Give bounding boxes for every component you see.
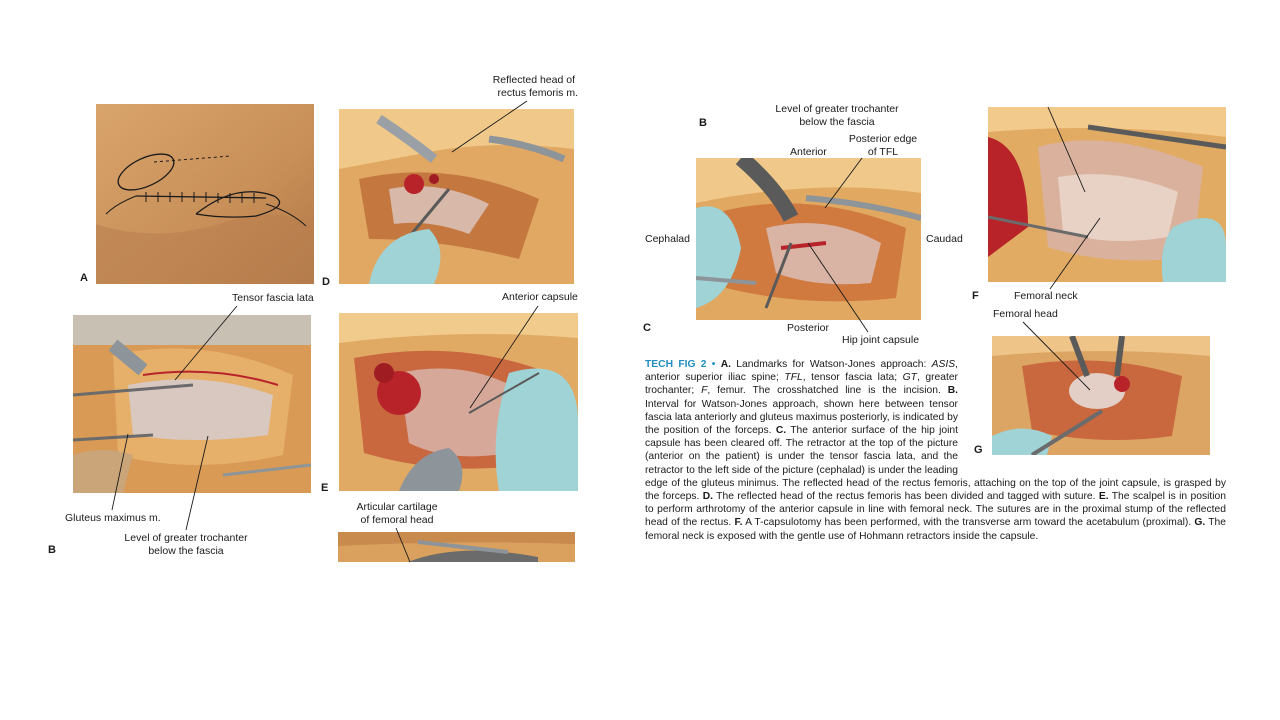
hip-capsule-photo (696, 158, 921, 320)
panel-letter-a: A (80, 272, 88, 284)
label-hip-joint-capsule: Hip joint capsule (842, 334, 920, 346)
capsulotomy-photo (988, 107, 1226, 282)
caption-run: GT (902, 372, 917, 384)
label-anterior-capsule: Anterior capsule (502, 291, 578, 303)
label-level-trochanter-1: Level of greater trochanter (124, 532, 248, 544)
caption-run: A. (720, 359, 731, 370)
caption-run: , anterior superior iliac spine; (645, 359, 958, 384)
caption-wrap-spacer (958, 358, 1226, 476)
label-articular-cartilage-1: Articular cartilage (356, 501, 438, 513)
caption-run: The femoral neck is exposed with the gentle use of Hohmann retractors inside the capsule. (645, 517, 1226, 542)
label-caudad: Caudad (926, 233, 963, 245)
rectus-femoris-photo (339, 109, 574, 284)
photo-panel-b-left (73, 315, 311, 493)
caption-run: A T-capsulotomy has been performed, with the transverse arm toward the acetabulum (proximal). (742, 517, 1195, 529)
caption-run: E. (1098, 491, 1109, 503)
label-level-trochanter-2: below the fascia (148, 545, 224, 557)
caption-run: , tensor fascia lata; (802, 372, 903, 384)
photo-panel-e (339, 313, 578, 491)
caption-run: B. (947, 385, 958, 397)
caption-run: C. (775, 425, 787, 437)
caption-run: TFL (784, 372, 803, 384)
caption-run: The reflected head of the rectus femoris has been divided and tagged with suture. (713, 491, 1099, 503)
panel-letter-g: G (974, 444, 983, 456)
photo-panel-d (339, 109, 574, 284)
tensor-fascia-photo (73, 315, 311, 493)
panel-letter-b-left: B (48, 544, 56, 556)
label-anterior: Anterior (790, 146, 827, 158)
label-posterior-edge-2: of TFL (867, 146, 899, 158)
caption-run: The scalpel is in position to perform arthrotomy of the anterior capsule in line with femoral neck. The sutures are in the proximal stump of the reflected head of the rectus. (645, 491, 1226, 529)
panel-letter-b-right: B (699, 117, 707, 129)
caption-run: G. (1194, 517, 1206, 529)
label-right-level-1: Level of greater trochanter (775, 103, 899, 115)
caption-run: Interval for Watson-Jones approach, shown here between tensor fascia lata anteriorly and gluteus maximus posteriorly, is indicated by the position of the forceps. (645, 398, 958, 437)
panel-letter-f: F (972, 290, 979, 302)
panel-letter-d: D (322, 276, 330, 288)
panel-letter-c: C (643, 322, 651, 334)
label-articular-cartilage-2: of femoral head (360, 514, 434, 526)
skin-landmarks-photo (96, 104, 314, 284)
figure-caption (645, 358, 1226, 543)
anterior-capsule-photo (339, 313, 578, 491)
label-cephalad: Cephalad (645, 233, 690, 245)
articular-cartilage-photo (338, 532, 575, 562)
label-tensor-fascia-lata: Tensor fascia lata (232, 292, 314, 304)
caption-run: F (701, 385, 708, 397)
label-right-level-2: below the fascia (799, 116, 875, 128)
caption-run: Landmarks for Watson-Jones approach: (731, 359, 932, 370)
label-femoral-head: Femoral head (993, 308, 1058, 320)
label-reflected-head-2: rectus femoris m. (497, 87, 578, 99)
label-femoral-neck: Femoral neck (1014, 290, 1078, 302)
label-gluteus-maximus: Gluteus maximus m. (65, 512, 161, 524)
panel-letter-e: E (321, 482, 329, 494)
photo-panel-f (988, 107, 1226, 282)
label-reflected-head-1: Reflected head of (492, 74, 575, 86)
label-posterior-edge-1: Posterior edge (848, 133, 918, 145)
caption-run: ASIS (931, 359, 956, 370)
photo-panel-a (96, 104, 314, 284)
photo-panel-c (696, 158, 921, 320)
caption-run: , greater trochanter; (645, 372, 958, 397)
photo-panel-partial (338, 532, 575, 562)
caption-run: F. (734, 517, 743, 529)
caption-run: , femur. The crosshatched line is the incision. (707, 385, 948, 397)
caption-run: D. (702, 491, 713, 503)
caption-head: TECH FIG 2 • (645, 359, 716, 370)
label-posterior: Posterior (787, 322, 830, 334)
caption-run: The anterior surface of the hip joint capsule has been cleared off. The retractor at the top of the picture (anterior on the patient) is under the tensor fascia lata, and the retractor to the left side of the picture (cephalad) is under the leading edge of the gluteus minimus. The reflected head of the rectus femoris, attaching on the top of the joint capsule, is grasped by the forceps. (645, 425, 1226, 503)
